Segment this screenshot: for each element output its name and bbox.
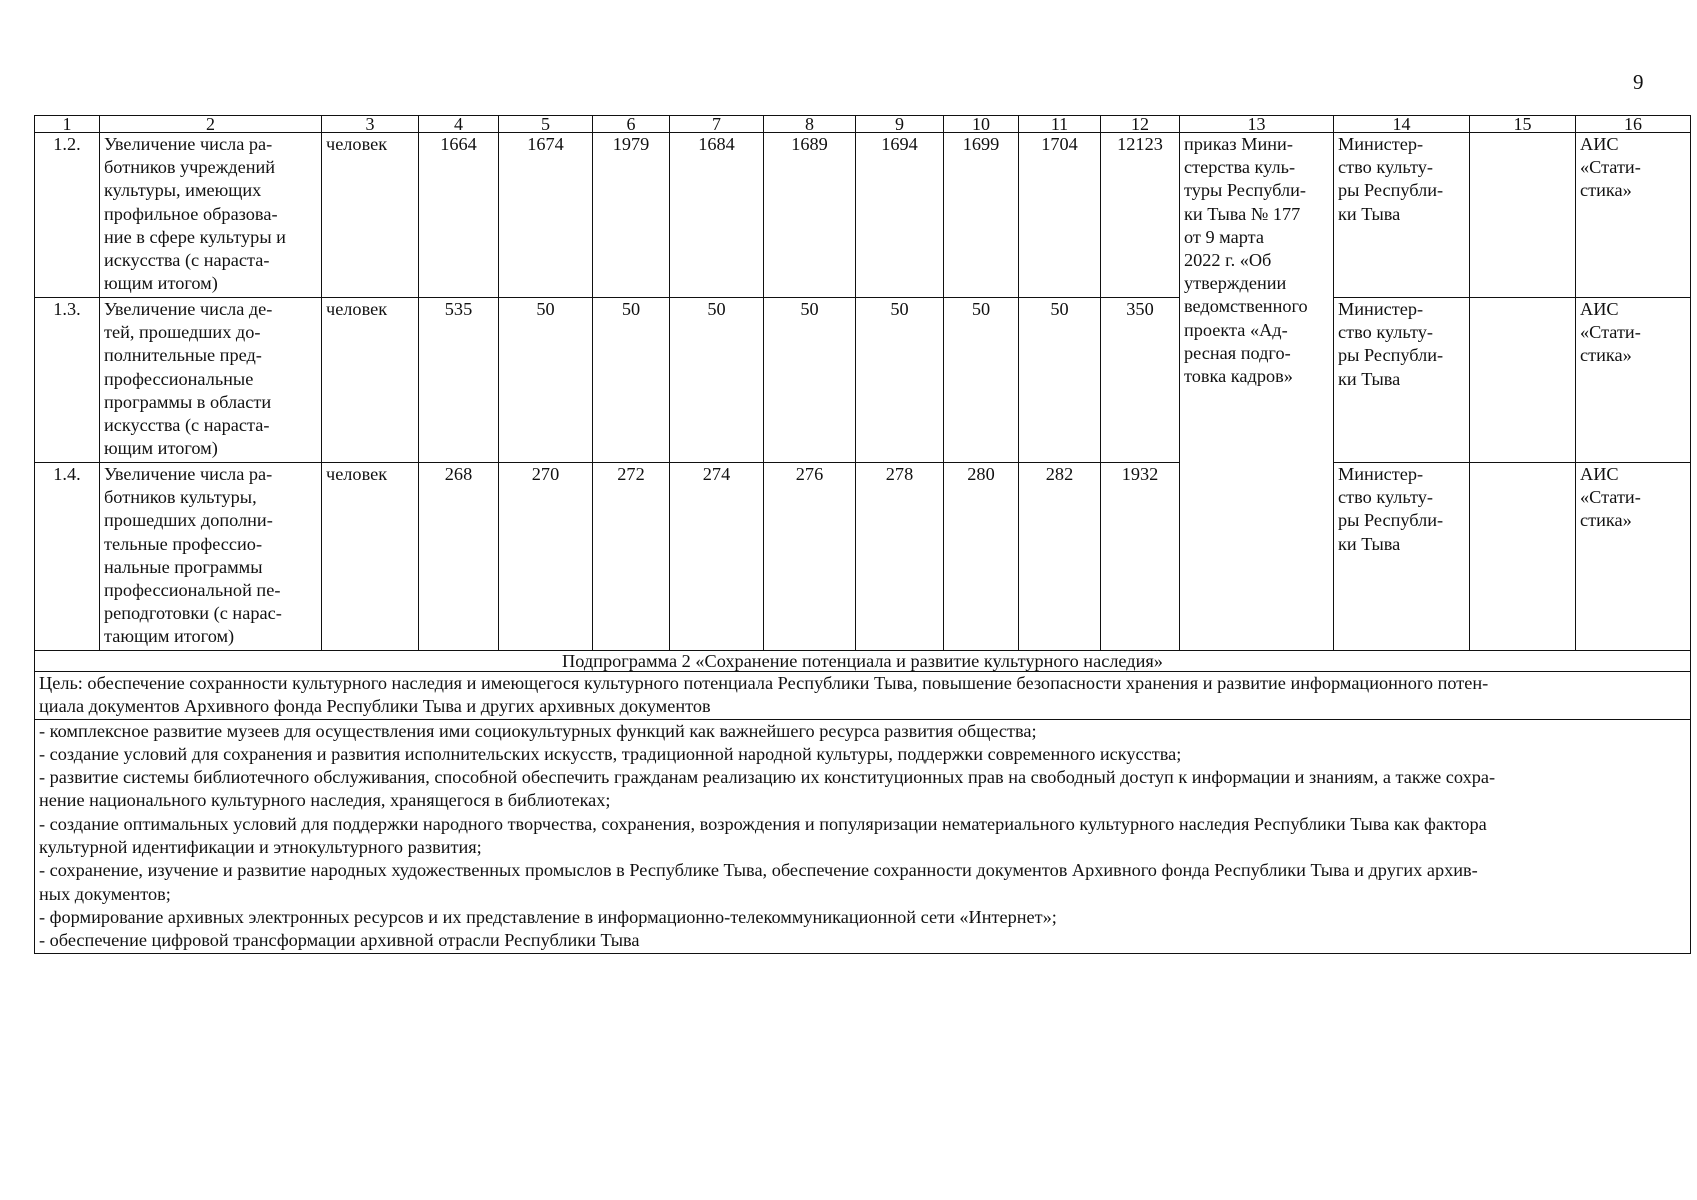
header-cell: 9 xyxy=(856,116,944,133)
value-cell: 268 xyxy=(419,463,499,651)
unit-cell: человек xyxy=(322,298,419,463)
header-cell: 6 xyxy=(593,116,670,133)
responsible-cell: Министер- ство культу- ры Республи- ки Тыва xyxy=(1334,133,1470,298)
row-index: 1.3. xyxy=(35,298,100,463)
responsible-cell: Министер- ство культу- ры Республи- ки Тыва xyxy=(1334,298,1470,463)
value-cell: 282 xyxy=(1019,463,1101,651)
value-cell: 1979 xyxy=(593,133,670,298)
empty-cell xyxy=(1470,463,1576,651)
task-item: - создание условий для сохранения и развития исполнительских искусств, традиционной народной культуры, поддержки современного искусства; xyxy=(39,743,1182,764)
subprogram-title: Подпрограмма 2 «Сохранение потенциала и развитие культурного наследия» xyxy=(35,651,1691,672)
value-cell: 50 xyxy=(593,298,670,463)
value-cell: 1674 xyxy=(499,133,593,298)
value-cell: 12123 xyxy=(1101,133,1180,298)
value-cell: 50 xyxy=(499,298,593,463)
header-row xyxy=(35,116,1691,133)
responsible-cell: Министер- ство культу- ры Республи- ки Тыва xyxy=(1334,463,1470,651)
task-item: - обеспечение цифровой трансформации архивной отрасли Республики Тыва xyxy=(39,930,640,951)
unit-cell: человек xyxy=(322,133,419,298)
header-cell: 1 xyxy=(35,116,100,133)
empty-cell xyxy=(1470,298,1576,463)
value-cell: 278 xyxy=(856,463,944,651)
value-cell: 1699 xyxy=(944,133,1019,298)
value-cell: 50 xyxy=(670,298,764,463)
value-cell: 350 xyxy=(1101,298,1180,463)
task-item: - создание оптимальных условий для поддержки народного творчества, сохранения, возрождения и популяризации нематериального культурного наследия Республики Тыва как фактора культурной идентификации и этнокультурного развития; xyxy=(39,813,1487,858)
task-item: - формирование архивных электронных ресурсов и их представление в информационно-телекоммуникационной сети «Интернет»; xyxy=(39,906,1057,927)
table-row xyxy=(35,463,1691,651)
header-cell: 5 xyxy=(499,116,593,133)
empty-cell xyxy=(1470,133,1576,298)
header-cell: 11 xyxy=(1019,116,1101,133)
header-cell: 8 xyxy=(764,116,856,133)
indicator-name: Увеличение числа ра- ботников культуры, прошедших дополни- тельные профессио- нальные программы профессиональной пе- реподготовки (с нарас- тающим итогом) xyxy=(100,463,322,651)
table-row xyxy=(35,298,1691,463)
unit-cell: человек xyxy=(322,463,419,651)
source-cell: АИС «Стати- стика» xyxy=(1576,463,1691,651)
task-item: - комплексное развитие музеев для осуществления ими социокультурных функций как важнейшего ресурса развития общества; xyxy=(39,720,1037,741)
value-cell: 274 xyxy=(670,463,764,651)
subprogram-row xyxy=(35,651,1691,672)
tasks-cell xyxy=(35,719,1691,953)
table-row xyxy=(35,133,1691,298)
value-cell: 50 xyxy=(944,298,1019,463)
value-cell: 1664 xyxy=(419,133,499,298)
goal-text: Цель: обеспечение сохранности культурного наследия и имеющегося культурного потенциала Республики Тыва, повышение безопасности хранения и развитие информационного потен- циала документов Архивного фонда Республики Тыва и других архивных документов xyxy=(35,672,1691,720)
task-item: - сохранение, изучение и развитие народных художественных промыслов в Республике Тыва, обеспечение сохранности документов Архивного фонда Республики Тыва и других архив- ных документов; xyxy=(39,860,1478,904)
value-cell: 1694 xyxy=(856,133,944,298)
value-cell: 50 xyxy=(1019,298,1101,463)
value-cell: 50 xyxy=(764,298,856,463)
value-cell: 50 xyxy=(856,298,944,463)
value-cell: 1704 xyxy=(1019,133,1101,298)
value-cell: 270 xyxy=(499,463,593,651)
header-cell: 15 xyxy=(1470,116,1576,133)
header-cell: 7 xyxy=(670,116,764,133)
value-cell: 1689 xyxy=(764,133,856,298)
indicator-name: Увеличение числа де- тей, прошедших до- полнительные пред- профессиональные программы в области искусства (с нараста- ющим итогом) xyxy=(100,298,322,463)
goal-row xyxy=(35,672,1691,720)
header-cell: 2 xyxy=(100,116,322,133)
header-cell: 16 xyxy=(1576,116,1691,133)
row-index: 1.2. xyxy=(35,133,100,298)
value-cell: 280 xyxy=(944,463,1019,651)
tasks-row xyxy=(35,719,1691,953)
task-item: - развитие системы библиотечного обслуживания, способной обеспечить гражданам реализацию их конституционных прав на свободный доступ к информации и знаниям, а также сохра- нение национального культурного наследия, хранящегося в библиотеках; xyxy=(39,767,1496,811)
header-cell: 13 xyxy=(1180,116,1334,133)
header-cell: 14 xyxy=(1334,116,1470,133)
source-cell: АИС «Стати- стика» xyxy=(1576,298,1691,463)
value-cell: 272 xyxy=(593,463,670,651)
header-cell: 10 xyxy=(944,116,1019,133)
page-number: 9 xyxy=(1633,70,1644,94)
row-index: 1.4. xyxy=(35,463,100,651)
header-cell: 4 xyxy=(419,116,499,133)
indicator-name: Увеличение числа ра- ботников учреждений культуры, имеющих профильное образова- ние в сфере культуры и искусства (с нараста- ющим итогом) xyxy=(100,133,322,298)
value-cell: 1932 xyxy=(1101,463,1180,651)
header-cell: 12 xyxy=(1101,116,1180,133)
value-cell: 276 xyxy=(764,463,856,651)
source-cell: АИС «Стати- стика» xyxy=(1576,133,1691,298)
value-cell: 1684 xyxy=(670,133,764,298)
indicators-table xyxy=(34,115,1691,954)
value-cell: 535 xyxy=(419,298,499,463)
document-basis-cell: приказ Мини- стерства куль- туры Республи- ки Тыва № 177 от 9 марта 2022 г. «Об утверждении ведомственного проекта «Ад- ресная подго- товка кадров» xyxy=(1180,133,1334,651)
header-cell: 3 xyxy=(322,116,419,133)
